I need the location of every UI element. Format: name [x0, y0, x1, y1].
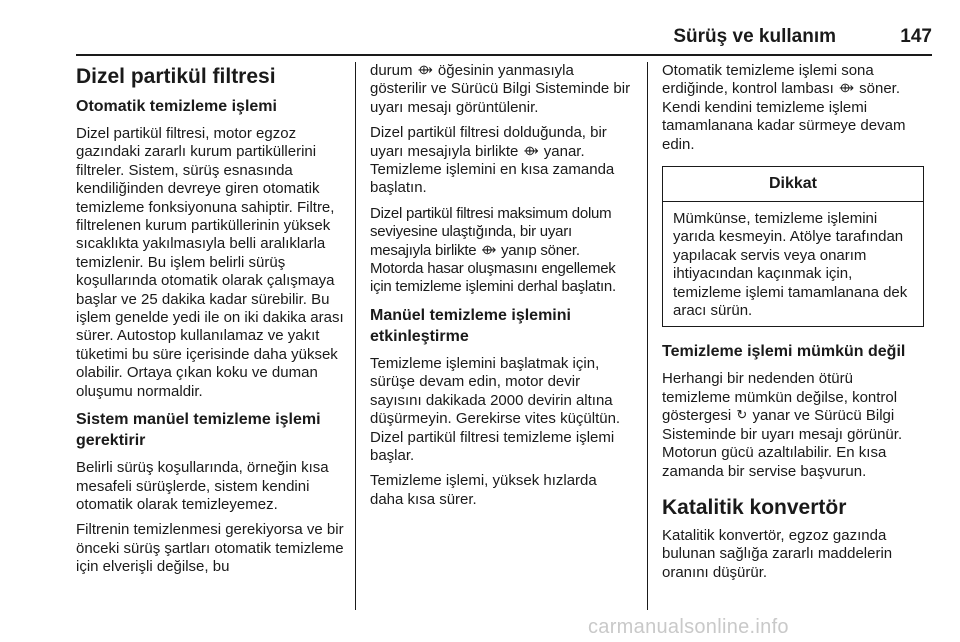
paragraph — [370, 205, 634, 297]
diesel-particle-filter-icon: ⟴ — [417, 62, 433, 77]
column-right — [662, 62, 924, 589]
paragraph — [370, 124, 634, 198]
heading-cleaning-not-possible: Temizleme işlemi mümkün değil — [662, 343, 906, 361]
text: öğesinin yanmasıyla gösterilir ve Sürücü Bilgi Sisteminde bir uyarı mesajı görüntülenir. — [370, 62, 631, 116]
text: Dizel partikül filtresi dolduğunda, bir uyarı mesajıyla birlikte — [370, 124, 607, 160]
diesel-particle-filter-icon: ⟴ — [523, 142, 539, 158]
heading-catalytic-converter: Katalitik konvertör — [662, 495, 847, 519]
text: Herhangi bir nedenden ötürü temizleme mümkün değilse, kontrol göstergesi — [662, 370, 898, 425]
heading-activate-manual-cleaning: Manüel temizleme işlemini etkinleştirme — [370, 306, 571, 345]
column-divider — [647, 62, 648, 610]
text: yanar. Temizleme işlemini en kısa zamanda başlatın. — [370, 142, 615, 197]
page-header — [76, 22, 932, 56]
column-middle — [370, 62, 634, 516]
heading-diesel-particle-filter: Dizel partikül filtresi — [76, 65, 276, 88]
paragraph: Katalitik konvertör, egzoz gazında bulunan sağlığa zararlı maddelerin oranını düşürür. — [662, 526, 893, 581]
text: Otomatik temizleme işlemi sona erdiğinde, kontrol lambası — [662, 62, 874, 98]
engine-warning-icon: ↻ — [736, 407, 748, 423]
caution-title: Dikkat — [663, 167, 923, 202]
text: yanar ve Sürücü Bilgi Sisteminde bir uyarı mesajı görünür. Motorun gücü azaltılabilir. En kısa zamanda bir servise başvurun. — [662, 407, 903, 480]
column-left — [76, 62, 348, 584]
watermark: carmanualsonline.info — [588, 616, 789, 638]
paragraph: Filtrenin temizlenmesi gerekiyorsa ve bir önceki sürüş şartları otomatik temizleme için elverişli değilse, bu — [76, 521, 344, 576]
caution-text: Mümkünse, temizleme işlemini yarıda kesmeyin. Atölye tarafından yapılacak servis veya onarım ihtiyacından kaçınmak için, temizleme işlemi tamamlanana dek aracı sürün. — [673, 210, 908, 320]
paragraph — [370, 62, 634, 117]
diesel-particle-filter-icon: ⟴ — [838, 80, 854, 96]
heading-manual-cleaning-required: Sistem manüel temizleme işlemi gerektirir — [76, 411, 321, 450]
paragraph — [662, 62, 924, 154]
diesel-particle-filter-icon: ⟴ — [481, 241, 497, 257]
heading-auto-cleaning: Otomatik temizleme işlemi — [76, 98, 277, 115]
text: Dizel partikül filtresi maksimum dolum seviyesine ulaştığında, bir uyarı mesajıyla birlikte — [370, 204, 612, 259]
text: söner. Kendi kendini temizleme işlemi tamamlanana kadar sürmeye devam edin. — [662, 80, 906, 153]
text: durum — [370, 62, 413, 79]
text: yanıp söner. Motorda hasar oluşmasını engellemek için temizleme işlemini derhal başlatın. — [370, 241, 616, 296]
caution-body — [663, 202, 923, 326]
section-title: Sürüş ve kullanım — [673, 26, 836, 47]
paragraph: Temizleme işlemini başlatmak için, sürüşe devam edin, motor devir sayısını dakikada 2000 devirin altına düşürmeyin. Gerekirse vites küçültün. Dizel partikül filtresi temizleme işlemi başlar. — [370, 354, 621, 464]
column-divider — [355, 62, 356, 610]
page-number: 147 — [900, 26, 932, 47]
paragraph: Temizleme işlemi, yüksek hızlarda daha kısa sürer. — [370, 472, 597, 508]
paragraph: Belirli sürüş koşullarında, örneğin kısa mesafeli sürüşlerde, sistem kendini otomatik olarak temizleyemez. — [76, 459, 329, 513]
caution-box — [662, 166, 924, 327]
paragraph: Dizel partikül filtresi, motor egzoz gazındaki zararlı kurum partiküllerini filtreler. Sistem, sürüş esnasında kendiliğinden devreye giren otomatik temizleme fonksiyonuna sahiptir. Filtre, filtrelenen kurum partiküllerinin yüksek sıcaklıkta yakılmasıyla belli aralıklarla temizlenir. Bu işlem belirli sürüş koşullarında otomatik olarak çalışmaya başlar ve 25 dakika kadar sürebilir. Bu işlem genelde yedi ile on iki dakika arası sürer. Autostop kullanılamaz ve yakıt tüketimi bu süre içerisinde daha yüksek olabilir. Ortaya çıkan koku ve duman oluşumu normaldir. — [76, 125, 344, 400]
paragraph — [662, 370, 924, 480]
